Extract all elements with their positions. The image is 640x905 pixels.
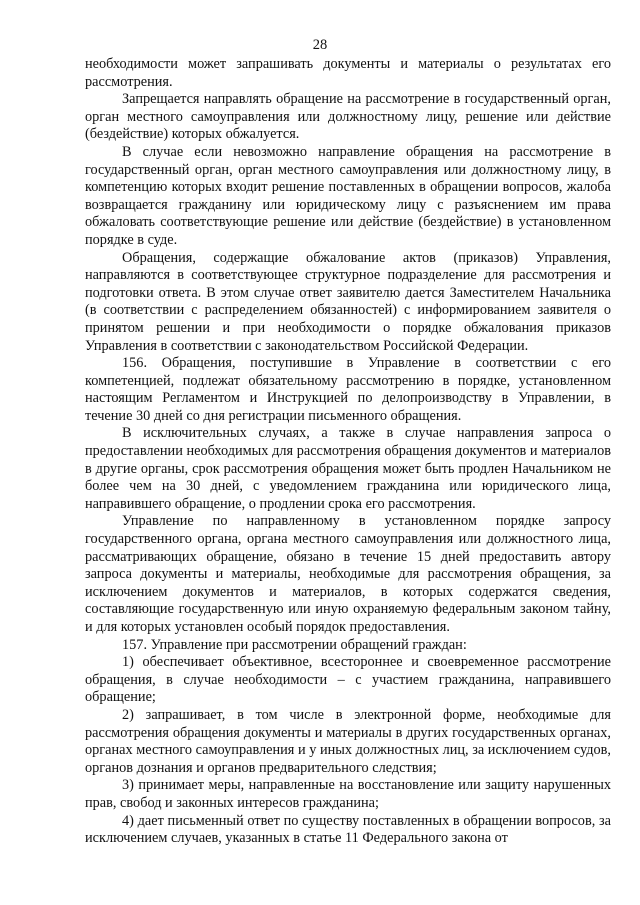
- paragraph-requests-by-authorities: Управление по направленному в установленном порядке запросу государственного органа, органа местного самоуправления или должностного лица, рассматривающих обращение, обязано в течение 15 дней предоставить автору запроса документы и материалы, необходимые для рассмотрения обращения, за исключением документов и материалов, в которых содержатся сведения, составляющие государственную или иную охраняемую федеральным законом тайну, и для которых установлен особый порядок предоставления.: [85, 513, 611, 635]
- document-body: [85, 56, 611, 848]
- paragraph-prohibition: Запрещается направлять обращение на рассмотрение в государственный орган, орган местного самоуправления или должностному лицу, решение или действие (бездействие) которых обжалуется.: [85, 91, 611, 143]
- list-item-4: 4) дает письменный ответ по существу поставленных в обращении вопросов, за исключением случаев, указанных в статье 11 Федерального закона от: [85, 812, 611, 847]
- paragraph-item-157: 157. Управление при рассмотрении обращений граждан:: [122, 636, 467, 653]
- page-number: 28: [312, 37, 328, 53]
- paragraph-continuation: необходимости может запрашивать документы и материалы о результатах его рассмотрения.: [85, 56, 611, 90]
- list-item-1: 1) обеспечивает объективное, всестороннее и своевременное рассмотрение обращения, в случае необходимости – с участием гражданина, направившего обращение;: [85, 654, 611, 706]
- paragraph-item-156: 156. Обращения, поступившие в Управление в соответствии с его компетенцией, подлежат обязательному рассмотрению в порядке, установленном настоящим Регламентом и Инструкцией по делопроизводству в Управлении, в течение 30 дней со дня регистрации письменного обращения.: [85, 355, 611, 424]
- paragraph-appeals-of-orders: Обращения, содержащие обжалование актов (приказов) Управления, направляются в соответствующее структурное подразделение для рассмотрения и подготовки ответа. В этом случае ответ заявителю дается Заместителем Начальника (в соответствии с распределением обязанностей) с информированием заявителя о принятом решении и при необходимости о порядке обжалования приказов Управления в соответствии с законодательством Российской Федерации.: [85, 249, 611, 354]
- list-item-3: 3) принимает меры, направленные на восстановление или защиту нарушенных прав, свобод и законных интересов гражданина;: [85, 777, 611, 811]
- paragraph-exceptional-cases: В исключительных случаях, а также в случае направления запроса о предоставлении необходимых для рассмотрения обращения документов и материалов в другие органы, срок рассмотрения обращения может быть продлен Начальником не более чем на 30 дней, с уведомлением гражданина или юридического лица, направившего обращение, о продлении срока его рассмотрения.: [85, 425, 611, 512]
- list-item-2: 2) запрашивает, в том числе в электронной форме, необходимые для рассмотрения обращения документы и материалы в других государственных органах, органах местного самоуправления и у иных должностных лиц, за исключением судов, органов дознания и органов предварительного следствия;: [85, 706, 611, 776]
- paragraph-impossible-referral: В случае если невозможно направление обращения на рассмотрение в государственный орган, орган местного самоуправления или должностному лицу, в компетенцию которых входит решение поставленных в обращении вопросов, жалоба возвращается гражданину или юридическому лицу с разъяснением им права обжаловать соответствующие решение или действие (бездействие) в установленном порядке в суде.: [85, 143, 611, 248]
